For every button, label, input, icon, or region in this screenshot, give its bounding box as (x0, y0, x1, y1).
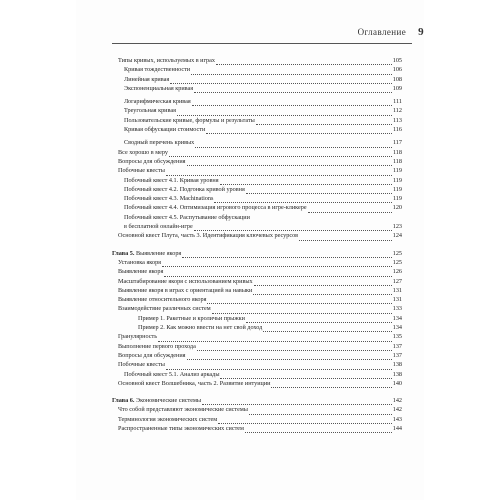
leader-dots (207, 297, 391, 304)
toc-page-number: 131 (392, 286, 402, 294)
toc-page-number: 109 (392, 84, 402, 92)
toc-entry-title: Основной квест Плута, часть 3. Идентификация ключевых ресурсов (118, 232, 299, 240)
leader-dots (245, 426, 392, 433)
toc-page-number: 140 (392, 379, 402, 387)
toc-entry[interactable] (112, 106, 402, 115)
leader-dots (271, 381, 391, 388)
toc-page-number: 143 (392, 415, 402, 423)
leader-dots (197, 344, 392, 351)
leader-dots (194, 224, 392, 231)
leader-dots (177, 109, 392, 116)
toc-entry-title (112, 249, 181, 258)
leader-dots (169, 150, 392, 157)
toc-entry[interactable] (112, 185, 402, 194)
toc-entry[interactable] (112, 75, 402, 84)
chapter-number: Глава 5. (112, 249, 135, 257)
toc-entry-title: Экспоненциальная кривая (124, 84, 194, 92)
toc-entry-title: Побочный квест 4.2. Подгонка кривой уровня (124, 185, 245, 193)
leader-dots (202, 398, 392, 405)
toc-entry-title: Вопросы для обсуждения (118, 351, 186, 359)
toc-entry-title: Все хорошо в меру (118, 148, 169, 156)
toc-page-number: 138 (392, 370, 402, 378)
toc-entry-title: Побочный квест 4.4. Оптимизация игрового процесса в игре-кликере (124, 204, 307, 212)
toc-page-number: 105 (392, 57, 402, 64)
toc-entry-title: Основной квест Волшебника, часть 2. Развитие интуиции (118, 379, 271, 387)
toc-entry[interactable] (112, 360, 402, 369)
toc-page-number: 111 (393, 98, 402, 106)
toc-entry-title: в бесплатной онлайн-игре (124, 223, 193, 231)
toc-entry-title: Выполнение первого прохода (118, 342, 196, 350)
toc-entry-title: Побочный квест 4.1. Кривая уровня (124, 176, 219, 184)
section-title: Оглавление (357, 27, 407, 37)
toc-entry-line[interactable] (112, 213, 402, 222)
toc-page-number: 142 (392, 406, 402, 414)
chapter-number: Глава 6. (112, 397, 135, 405)
leader-dots (263, 325, 391, 332)
toc-entry-title: Побочный квест 4.3. Machinations (124, 195, 214, 203)
toc-entry[interactable] (112, 97, 402, 106)
toc-entry[interactable] (112, 314, 402, 323)
toc-page-number: 119 (392, 185, 402, 193)
toc-entry[interactable] (112, 222, 402, 231)
toc-page-number: 127 (392, 277, 402, 285)
leader-dots (187, 159, 392, 166)
toc-page-number: 126 (392, 268, 402, 276)
toc-entry[interactable] (112, 148, 402, 157)
header-rule (112, 43, 412, 44)
toc-entry-title: Гранулярность (118, 333, 158, 341)
leader-dots (246, 187, 392, 194)
leader-dots (220, 178, 392, 185)
toc-entry-title: Масштабирование якоря с использованием кривых (118, 277, 253, 285)
toc-entry[interactable] (112, 379, 402, 388)
toc-entry[interactable] (112, 84, 402, 93)
toc-page-number: 108 (392, 75, 402, 83)
toc-entry-title: Побочный квест 5.1. Анализ аркады (124, 370, 220, 378)
toc-entry-title: Пример 2. Как можно ввести на нет свой доход (138, 324, 263, 332)
toc-entry-title: Треугольная кривая (124, 107, 176, 115)
leader-dots (162, 260, 392, 267)
chapter-title: Выявление якоря (134, 249, 182, 257)
toc-entry[interactable] (112, 116, 402, 125)
toc-page-number: 116 (392, 126, 402, 134)
leader-dots (212, 307, 392, 314)
toc-page-number: 123 (392, 223, 402, 231)
toc-entry[interactable] (112, 424, 402, 433)
toc-page-number: 133 (392, 305, 402, 313)
toc-page-number: 117 (392, 139, 402, 147)
leader-dots (246, 316, 392, 323)
toc-entry-title: Сводный перечень кривых (124, 139, 195, 147)
toc-entry[interactable] (112, 405, 402, 414)
leader-dots (170, 77, 392, 84)
leader-dots (249, 408, 392, 415)
toc-entry-title: Кривая обфускации стоимости (124, 126, 206, 134)
toc-entry-title: Побочные квесты (118, 167, 165, 175)
leader-dots (195, 141, 392, 148)
leader-dots (192, 99, 392, 106)
toc-entry[interactable] (112, 304, 402, 313)
leader-dots (187, 353, 392, 360)
toc-entry[interactable] (112, 203, 402, 212)
toc-entry[interactable] (112, 342, 402, 351)
toc-entry[interactable] (112, 231, 402, 240)
toc-entry-title: Типы кривых, используемых в играх (118, 57, 215, 64)
toc-entry[interactable] (112, 267, 402, 276)
toc-entry[interactable] (112, 332, 402, 341)
toc-entry[interactable] (112, 166, 402, 175)
toc-page-number: 125 (392, 258, 402, 266)
leader-dots (214, 196, 392, 203)
table-of-contents (112, 56, 402, 433)
leader-dots (308, 206, 392, 213)
toc-entry-title: Побочный квест 4.5. Распутывание обфускации (124, 213, 250, 221)
toc-page-number: 120 (392, 204, 402, 212)
toc-page-number: 112 (392, 107, 402, 115)
toc-page-number: 106 (392, 66, 402, 74)
toc-entry[interactable] (112, 370, 402, 379)
leader-dots (206, 127, 392, 134)
page-number: 9 (418, 26, 424, 38)
toc-entry-title: Выявление относительного якоря (118, 296, 207, 304)
leader-dots (191, 68, 392, 75)
toc-entry-title: Логарифмическая кривая (124, 98, 191, 106)
toc-page-number: 135 (392, 333, 402, 341)
toc-chapter[interactable] (112, 249, 402, 258)
toc-entry-title: Линейная кривая (124, 75, 170, 83)
leader-dots (256, 118, 392, 125)
leader-dots (194, 86, 392, 93)
chapter-title: Экономические системы (134, 397, 202, 405)
toc-page-number: 119 (392, 167, 402, 175)
toc-entry-title: Установка якоря (118, 258, 162, 266)
toc-page-number: 125 (392, 249, 402, 257)
leader-dots (216, 58, 392, 65)
toc-entry[interactable] (112, 258, 402, 267)
toc-entry-title: Пользовательские кривые, формулы и результаты (124, 116, 255, 124)
leader-dots (158, 335, 392, 342)
toc-page-number: 142 (392, 397, 402, 405)
toc-entry-title: Вопросы для обсуждения (118, 157, 186, 165)
leader-dots (166, 363, 392, 370)
toc-entry-title (112, 396, 201, 405)
toc-page-number: 137 (392, 342, 402, 350)
toc-page-number: 137 (392, 351, 402, 359)
toc-entry[interactable] (112, 323, 402, 332)
toc-page-number: 119 (392, 195, 402, 203)
toc-page-number: 113 (392, 116, 402, 124)
running-head (358, 26, 424, 38)
toc-spacer (112, 241, 402, 249)
toc-page-number: 118 (392, 148, 402, 156)
leader-dots (254, 279, 392, 286)
toc-entry-title: Терминология экономических систем (118, 415, 218, 423)
toc-entry[interactable] (112, 351, 402, 360)
toc-chapter[interactable] (112, 396, 402, 405)
leader-dots (299, 234, 392, 241)
toc-entry-title: Что собой представляют экономические системы (118, 406, 248, 414)
leader-dots (218, 417, 392, 424)
toc-entry[interactable] (112, 157, 402, 166)
toc-spacer (112, 388, 402, 396)
toc-page-number: 118 (392, 157, 402, 165)
toc-entry-title: Кривая тождественности (124, 66, 191, 74)
toc-page-number: 119 (392, 176, 402, 184)
toc-entry[interactable] (112, 138, 402, 147)
toc-entry-title: Распространенные типы экономических систем (118, 424, 244, 432)
toc-page-number: 134 (392, 324, 402, 332)
toc-entry-title: Выявление якоря в играх с ориентацией на навыки (118, 286, 253, 294)
toc-entry[interactable] (112, 125, 402, 134)
toc-entry[interactable] (112, 415, 402, 424)
toc-entry-title: Побочные квесты (118, 361, 165, 369)
toc-entry-title: Пример 1. Ракетные и кроличьи прыжки (138, 314, 245, 322)
toc-page-number: 134 (392, 314, 402, 322)
toc-entry[interactable] (112, 295, 402, 304)
toc-entry-title: Взаимодействие различных систем (118, 305, 211, 313)
toc-entry[interactable] (112, 277, 402, 286)
leader-dots (220, 372, 391, 379)
leader-dots (182, 251, 391, 258)
toc-page-number: 131 (392, 296, 402, 304)
toc-entry[interactable] (112, 194, 402, 203)
leader-dots (164, 270, 391, 277)
toc-entry-title: Выявление якоря (118, 268, 164, 276)
toc-entry[interactable] (112, 176, 402, 185)
leader-dots (253, 288, 391, 295)
leader-dots (166, 169, 392, 176)
toc-entry[interactable] (112, 286, 402, 295)
toc-entry[interactable] (112, 56, 402, 65)
toc-page-number: 124 (392, 232, 402, 240)
toc-page-number: 138 (392, 361, 402, 369)
toc-page-number: 144 (392, 424, 402, 432)
toc-entry[interactable] (112, 65, 402, 74)
